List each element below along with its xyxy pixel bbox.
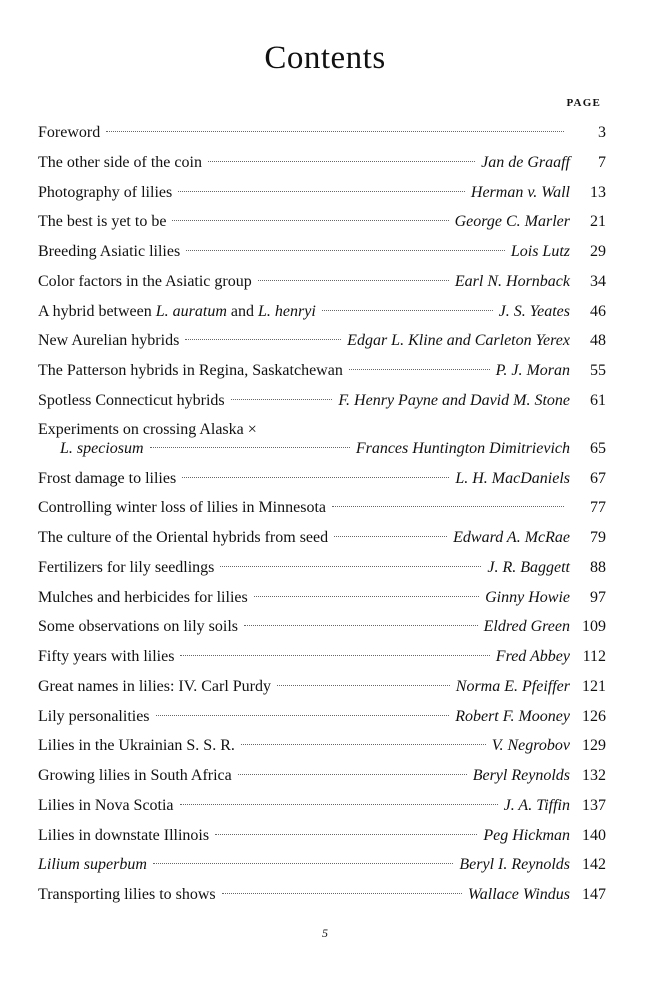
- entry-title: Great names in lilies: IV. Carl Purdy: [38, 677, 271, 695]
- toc-entry[interactable]: [38, 297, 606, 327]
- entry-title: Fifty years with lilies: [38, 648, 175, 665]
- dot-leader: [150, 447, 350, 448]
- dot-leader: [182, 477, 449, 478]
- toc-entry[interactable]: [38, 386, 606, 416]
- entry-title: Experiments on crossing Alaska ×: [38, 420, 257, 438]
- entry-page: 77: [590, 499, 606, 517]
- page-number: 5: [322, 926, 328, 940]
- dot-leader: [258, 280, 449, 281]
- entry-title: Lilies in the Ukrainian S. S. R.: [38, 737, 235, 755]
- entry-title: New Aurelian hybrids: [38, 332, 180, 350]
- toc-entry[interactable]: [38, 237, 606, 267]
- dot-leader: [106, 131, 564, 132]
- entry-page: 61: [590, 391, 606, 409]
- dot-leader: [254, 596, 479, 597]
- entry-page: 48: [590, 332, 606, 350]
- entry-page: 65: [590, 439, 606, 457]
- entry-author: Beryl Reynolds: [472, 767, 570, 784]
- entry-title: The Patterson hybrids in Regina, Saskatchewan: [38, 362, 343, 379]
- dot-leader: [322, 310, 493, 311]
- entry-title: Fertilizers for lily seedlings: [38, 558, 215, 576]
- entry-title: Spotless Connecticut hybrids: [38, 391, 225, 409]
- entry-author: Edward A. McRae: [453, 529, 570, 546]
- dot-leader: [180, 655, 489, 656]
- dot-leader: [238, 774, 467, 775]
- entry-author: Jan de Graaff: [481, 153, 570, 171]
- dot-leader: [277, 685, 450, 686]
- entry-author: Frances Huntington Dimitrievich: [355, 439, 570, 457]
- entry-page: 21: [590, 213, 606, 231]
- entry-page: 3: [598, 124, 606, 141]
- entry-title: Frost damage to lilies: [38, 469, 177, 487]
- toc-entry[interactable]: [38, 523, 606, 553]
- entry-title: The culture of the Oriental hybrids from seed: [38, 529, 329, 546]
- dot-leader: [222, 893, 462, 894]
- entry-title: Lily personalities: [38, 707, 150, 725]
- dot-leader: [231, 399, 333, 400]
- toc-entry[interactable]: [38, 493, 606, 523]
- dot-leader: [334, 536, 447, 537]
- title-text: and: [226, 302, 258, 320]
- dot-leader: [180, 804, 498, 805]
- dot-leader: [156, 715, 450, 716]
- dot-leader: [241, 744, 486, 745]
- dot-leader: [220, 566, 481, 567]
- entry-author: Beryl I. Reynolds: [459, 856, 570, 874]
- entry-page: 7: [598, 153, 606, 171]
- entry-title: Growing lilies in South Africa: [38, 767, 232, 784]
- toc-entry[interactable]: [38, 464, 606, 494]
- entry-title: The best is yet to be: [38, 213, 167, 231]
- entry-page: 137: [582, 796, 606, 814]
- toc-entry[interactable]: [38, 207, 606, 237]
- page-title: Contents: [264, 40, 386, 76]
- page-column-label: PAGE: [566, 97, 601, 109]
- species-name: L. auratum: [155, 302, 227, 320]
- entry-page: 55: [590, 362, 606, 379]
- species-name: L. henryi: [257, 302, 316, 320]
- entry-author: Robert F. Mooney: [455, 707, 570, 725]
- toc-entry[interactable]: [38, 850, 606, 880]
- entry-author: Peg Hickman: [483, 826, 570, 844]
- entry-page: 121: [582, 677, 606, 695]
- toc-entry[interactable]: [38, 416, 606, 464]
- entry-title: Lilium superbum: [38, 856, 147, 874]
- entry-page: 112: [582, 648, 606, 665]
- toc-entry[interactable]: [38, 821, 606, 851]
- entry-page: 109: [582, 618, 606, 636]
- toc-entry[interactable]: [38, 672, 606, 702]
- dot-leader: [185, 339, 341, 340]
- dot-leader: [178, 191, 465, 192]
- entry-title: Lilies in downstate Illinois: [38, 826, 210, 844]
- entry-page: 129: [582, 737, 606, 755]
- entry-page: 46: [590, 302, 606, 320]
- entry-title: Photography of lilies: [38, 183, 173, 201]
- dot-leader: [244, 625, 478, 626]
- entry-page: 147: [582, 886, 606, 903]
- entry-title: [38, 297, 316, 327]
- toc-entry[interactable]: [38, 612, 606, 642]
- entry-author: Edgar L. Kline and Carleton Yerex: [347, 332, 570, 350]
- entry-title: Breeding Asiatic lilies: [38, 243, 181, 260]
- entry-author: Norma E. Pfeiffer: [455, 677, 570, 695]
- entry-author: J. R. Baggett: [487, 558, 570, 576]
- entry-title: Controlling winter loss of lilies in Minnesota: [38, 499, 326, 517]
- toc-entry[interactable]: [38, 118, 606, 148]
- toc-entry[interactable]: [38, 326, 606, 356]
- entry-title: Lilies in Nova Scotia: [38, 796, 174, 814]
- entry-author: V. Negrobov: [491, 737, 570, 755]
- entry-page: 126: [582, 707, 606, 725]
- entry-author: J. A. Tiffin: [503, 796, 570, 814]
- toc-entry[interactable]: [38, 761, 606, 791]
- entry-author: F. Henry Payne and David M. Stone: [338, 391, 570, 409]
- entry-page: 67: [590, 469, 606, 487]
- entry-author: Wallace Windus: [467, 886, 570, 903]
- dot-leader: [153, 863, 453, 864]
- entry-title: Mulches and herbicides for lilies: [38, 588, 248, 606]
- entry-page: 97: [590, 588, 606, 606]
- dot-leader: [332, 506, 564, 507]
- entry-author: J. S. Yeates: [498, 302, 570, 320]
- entry-page: 29: [590, 243, 606, 260]
- entry-author: Herman v. Wall: [470, 183, 570, 201]
- entry-page: 13: [590, 183, 606, 201]
- dot-leader: [172, 220, 448, 221]
- title-text: A hybrid between: [38, 302, 156, 320]
- entry-author: Eldred Green: [483, 618, 570, 636]
- toc-entry[interactable]: [38, 356, 606, 386]
- entry-title: The other side of the coin: [38, 153, 202, 171]
- entry-author: Ginny Howie: [485, 588, 570, 606]
- entry-page: 140: [582, 826, 606, 844]
- entry-author: P. J. Moran: [495, 362, 570, 379]
- toc-entry[interactable]: [38, 553, 606, 583]
- dot-leader: [215, 834, 477, 835]
- entry-author: Fred Abbey: [495, 648, 570, 665]
- toc-entry[interactable]: [38, 583, 606, 613]
- entry-author: L. H. MacDaniels: [455, 469, 570, 487]
- entry-title: Transporting lilies to shows: [38, 886, 216, 903]
- dot-leader: [349, 369, 490, 370]
- species-name: L. speciosum: [60, 439, 144, 457]
- entry-author: Earl N. Hornback: [454, 272, 570, 290]
- dot-leader: [186, 250, 505, 251]
- entry-page: 79: [590, 529, 606, 546]
- entry-page: 88: [590, 558, 606, 576]
- entry-author: Lois Lutz: [510, 243, 570, 260]
- entry-page: 142: [582, 856, 606, 874]
- entry-page: 34: [590, 272, 606, 290]
- toc-entry[interactable]: [38, 880, 606, 910]
- entry-title: Some observations on lily soils: [38, 618, 238, 636]
- toc-entry[interactable]: [38, 267, 606, 297]
- entry-title: Color factors in the Asiatic group: [38, 272, 252, 290]
- entry-title: Foreword: [38, 124, 101, 141]
- entry-continuation: [38, 439, 606, 458]
- toc-entry[interactable]: [38, 791, 606, 821]
- toc-entry[interactable]: [38, 702, 606, 732]
- dot-leader: [208, 161, 475, 162]
- toc-entry[interactable]: [38, 731, 606, 761]
- toc-entry[interactable]: [38, 148, 606, 178]
- toc-entry[interactable]: [38, 642, 606, 672]
- table-of-contents: [38, 118, 606, 910]
- toc-entry[interactable]: [38, 178, 606, 208]
- entry-page: 132: [582, 767, 606, 784]
- entry-author: George C. Marler: [454, 213, 570, 231]
